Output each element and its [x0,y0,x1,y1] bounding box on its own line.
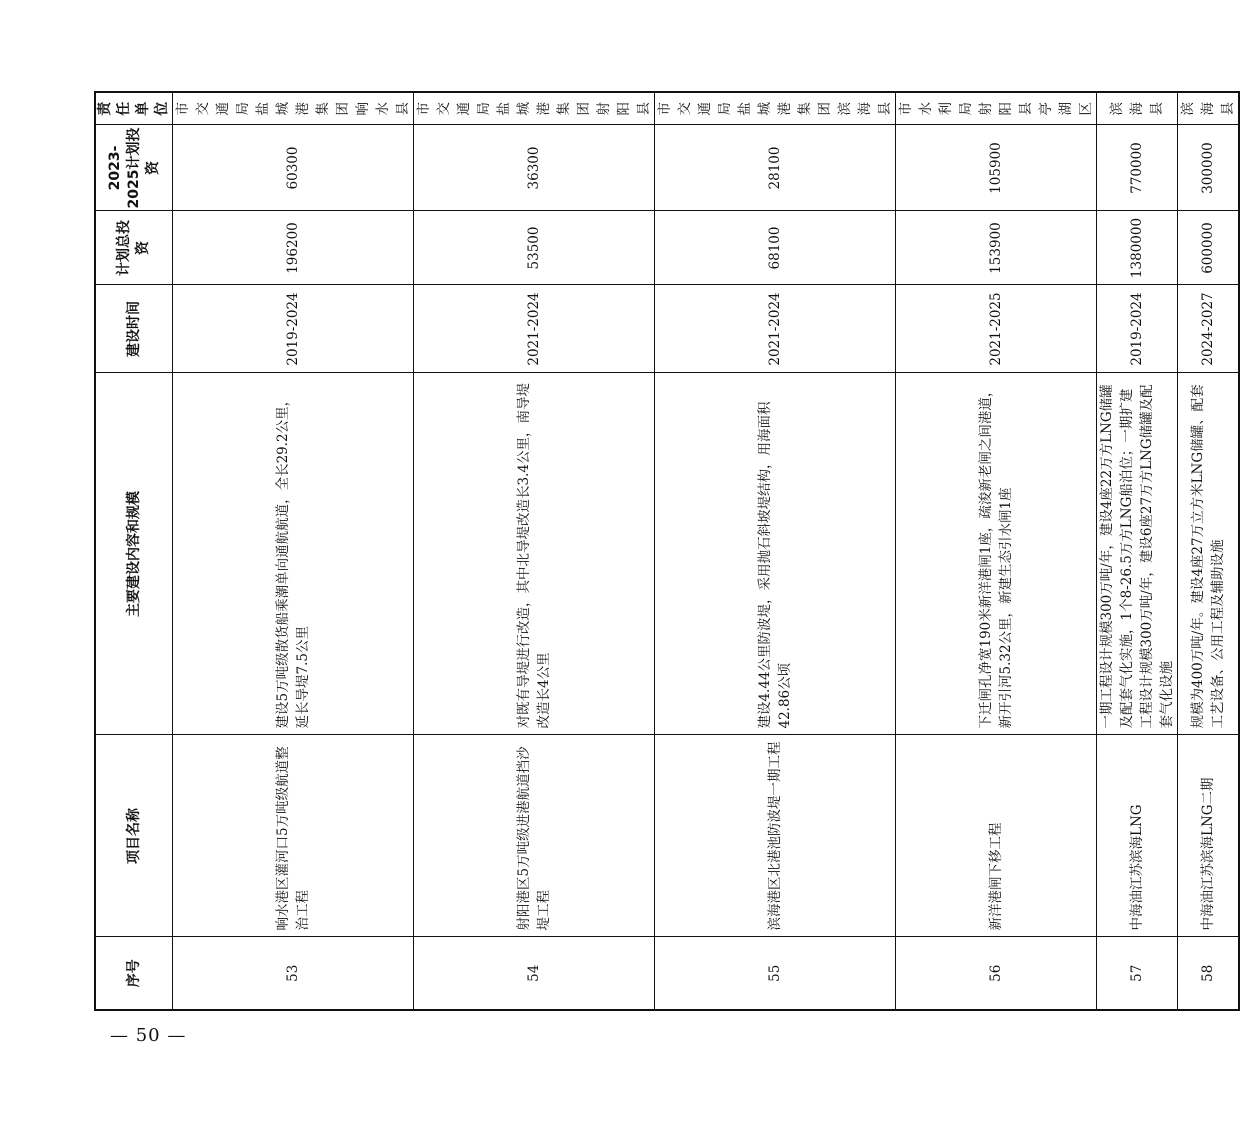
table-row [414,92,655,1010]
cell-seq: 53 [173,937,414,1010]
cell-plan: 60300 [173,125,414,211]
cell-seq: 56 [896,937,1097,1010]
cell-plan: 770000 [1097,125,1178,211]
cell-total: 196200 [173,211,414,285]
cell-total: 1380000 [1097,211,1178,285]
cell-unit: 市交通局盐城港集团滨海县 [655,92,896,125]
cell-total: 600000 [1178,211,1240,285]
cell-time: 2021-2024 [414,285,655,373]
header-total: 计划总投资 [95,211,173,285]
cell-time: 2019-2024 [1097,285,1178,373]
cell-time: 2021-2025 [896,285,1097,373]
project-table [94,91,1240,1011]
cell-seq: 54 [414,937,655,1010]
table-header-row [95,92,173,1010]
cell-content: 一期工程设计规模300万吨/年，建设4座22万方LNG储罐及配套气化实施，1个8-26.5万方LNG船泊位；一期扩建工程设计规模300万吨/年，建设6座27万方LNG储罐及配套气化设施 [1097,373,1178,735]
cell-name: 射阳港区5万吨级进港航道挡沙堤工程 [414,735,655,937]
cell-content: 建设4.44公里防波堤，采用抛石斜坡堤结构，用海面积42.86公顷 [655,373,896,735]
cell-name: 新洋港闸下移工程 [896,735,1097,937]
cell-plan: 28100 [655,125,896,211]
cell-content: 对既有导堤进行改造，其中北导堤改造长3.4公里，南导堤改造长4公里 [414,373,655,735]
header-plan: 2023-2025计划投资 [95,125,173,211]
header-time: 建设时间 [95,285,173,373]
cell-seq: 58 [1178,937,1240,1010]
cell-total: 68100 [655,211,896,285]
cell-unit: 滨海县 [1097,92,1178,125]
cell-plan: 36300 [414,125,655,211]
cell-total: 153900 [896,211,1097,285]
cell-name: 中海油江苏滨海LNG [1097,735,1178,937]
cell-name: 响水港区灌河口5万吨级航道整治工程 [173,735,414,937]
header-seq: 序号 [95,937,173,1010]
cell-unit: 市交通局盐城港集团响水县 [173,92,414,125]
cell-unit: 滨海县 [1178,92,1240,125]
cell-content: 建设5万吨级散货船乘潮单向通航航道，全长29.2公里，延长导堤7.5公里 [173,373,414,735]
header-content: 主要建设内容和规模 [95,373,173,735]
table-row [896,92,1097,1010]
header-name: 项目名称 [95,735,173,937]
table-row [173,92,414,1010]
cell-content: 下迁闸孔净宽190米新洋港闸1座，疏浚新老闸之间港道，新开引河5.32公里，新建生态引水闸1座 [896,373,1097,735]
cell-time: 2019-2024 [173,285,414,373]
cell-name: 滨海港区北港池防波堤一期工程 [655,735,896,937]
cell-content: 规模为400万吨/年。建设4座27万立方米LNG储罐、配套工艺设备、公用工程及辅助设施 [1178,373,1240,735]
table-row [1097,92,1178,1010]
cell-unit: 市水利局射阳县亭湖区 [896,92,1097,125]
cell-time: 2021-2024 [655,285,896,373]
cell-seq: 55 [655,937,896,1010]
page-number: — 50 — [110,1025,187,1046]
rotated-table-wrapper [94,93,1236,1011]
cell-seq: 57 [1097,937,1178,1010]
cell-total: 53500 [414,211,655,285]
header-unit: 责任单位 [95,92,173,125]
cell-name: 中海油江苏滨海LNG二期 [1178,735,1240,937]
cell-plan: 105900 [896,125,1097,211]
table-row [1178,92,1240,1010]
cell-unit: 市交通局盐城港集团射阳县 [414,92,655,125]
table-row [655,92,896,1010]
cell-time: 2024-2027 [1178,285,1240,373]
cell-plan: 300000 [1178,125,1240,211]
